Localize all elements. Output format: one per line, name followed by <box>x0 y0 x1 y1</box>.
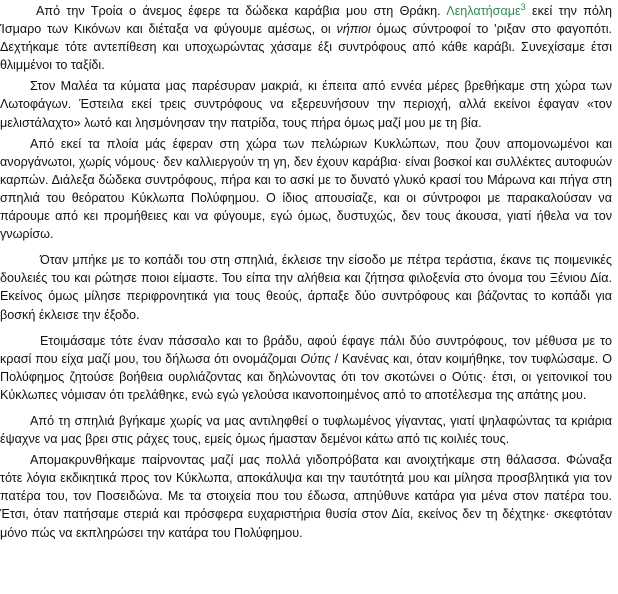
paragraph-escape: Από τη σπηλιά βγήκαμε χωρίς να μας αντιληφθεί ο τυφλωμένος γίγαντας, γιατί ψηλαφώντας τα κριάρια έψαχνε να μας βρει στις ράχες τους, εμείς όμως ήμασταν δεμένοι κάτω από τις κοιλιές τους. <box>0 413 612 447</box>
paragraph-cave: Όταν μπήκε με το κοπάδι του στη σπηλιά, έκλεισε την είσοδο με πέτρα τεράστια, έκανε τις ποιμενικές δουλειές του και ρώτησε ποιοι είμαστε. Του είπα την αλήθεια και ζήτησα φιλοξενία στο όνομα του Ξένιου Δία. Εκείνος όμως μίλησε περιφρονητικά για τους θεούς, άρπαξε δύο συντρόφους και βάζοντας το κοπάδι για βοσκή έκλεισε την έξοδο. <box>0 253 612 322</box>
link-text[interactable]: Λεηλατήσαμε <box>446 4 521 18</box>
paragraph-troy-end: όμως σύντροφοί το 'ριξαν στο φαγοπότι. Δεχτήκαμε τότε αντεπίθεση και υποχωρώντας χάσαμε έξι συντρόφους από κάθε καράβι. Συνεχίσαμε έτσι θλιμμένοι το ταξίδι. <box>0 22 612 73</box>
paragraph-troy-middle: εκεί την πόλη Ίσμαρο των Κικόνων και διέταξα να φύγουμε αμέσως, οι <box>0 4 612 37</box>
paragraph-cyclopes: Από εκεί τα πλοία μάς έφεραν στη χώρα των πελώριων Κυκλώπων, που ζουν απομονωμένοι και ανοργάνωτοι, χωρίς νόμους· δεν καλλιεργούν τη γη, δεν έχουν καράβια· είναι βοσκοί και συλλέκτες αυτοφυών καρπών. Διάλεξα δώδεκα συντρόφους, πήρα και το ασκί με το δυνατό γλυκό κρασί του Μάρωνα και πήγα στη σπηλιά του θεόρατου Κύκλωπα Πολύφημου. Ο ίδιος απουσίαζε, και οι σύντροφοι με παρακαλούσαν να πάρουμε από κει προμήθειες και να φύγουμε, εγώ όμως, δυστυχώς, δεν τους άκουσα, γιατί ήθελα να τον γνωρίσω. <box>0 136 612 242</box>
paragraph-outis <box>0 332 618 404</box>
paragraph-outis-end: / Κανένας και, όταν κοιμήθηκε, τον τυφλώσαμε. Ο Πολύφημος ζητούσε βοήθεια ουρλιάζοντας και δηλώνοντας ότι τον σκοτώνει ο Ούτις· έτσι, οι γειτονικοί του Κύκλωπες νόμισαν ότι τρελάθηκε, ενώ εγώ γελούσα ικανοποιημένος από το αποτέλεσμα της απάτης μου. <box>0 351 612 402</box>
paragraph-troy-start: Από την Τροία ο άνεμος έφερε τα δώδεκα καράβια μου στη Θράκη. <box>36 4 447 18</box>
italic-word-nipioi: νήπιοι <box>336 22 371 37</box>
footnote-marker[interactable]: 3 <box>520 1 526 12</box>
italic-word-outis: Ούτις <box>300 351 331 366</box>
footnote-link-leilatisame[interactable] <box>446 1 526 18</box>
paragraph-lotophagi: Στον Μαλέα τα κύματα μας παρέσυραν μακριά, κι έπειτα από εννέα μέρες βρεθήκαμε στη χώρα των Λωτοφάγων. Έστειλα εκεί τρεις συντρόφους να εξερευνήσουν την περιοχή, αλλά εκείνοι έφαγαν «τον μελιστάλαχτο» λωτό και λησμόνησαν την πατρίδα, τους πήρα όμως μαζί μου με τη βία. <box>0 79 612 130</box>
paragraph-troy <box>0 2 618 74</box>
paragraph-curse: Απομακρυνθήκαμε παίρνοντας μαζί μας πολλά γιδοπρόβατα και ανοιχτήκαμε στη θάλασσα. Φώναξα τότε λόγια εκδικητικά προς τον Κύκλωπα, αποκάλυψα και την ταυτότητά μου και μίλησα προσβλητικά για τον πατέρα του, τον Ποσειδώνα. Με τα στοιχεία που του έδωσα, απηύθυνε κατάρα για μένα στον πατέρα του. Έτσι, όταν πατήσαμε στεριά και πρόσφερα ευχαριστήρια θυσία στον Δία, εκείνος δεν τη δέχτηκε· σκεφτόταν μόνο πώς να εκπληρώσει την κατάρα του Πολύφημου. <box>0 453 612 540</box>
paragraph-outis-start: Ετοιμάσαμε τότε έναν πάσσαλο και το βράδυ, αφού έφαγε πάλι δύο συντρόφους, τον μέθυσα με το κρασί που είχα μαζί μου, του δήλωσα ότι ονομάζομαι <box>0 333 612 366</box>
